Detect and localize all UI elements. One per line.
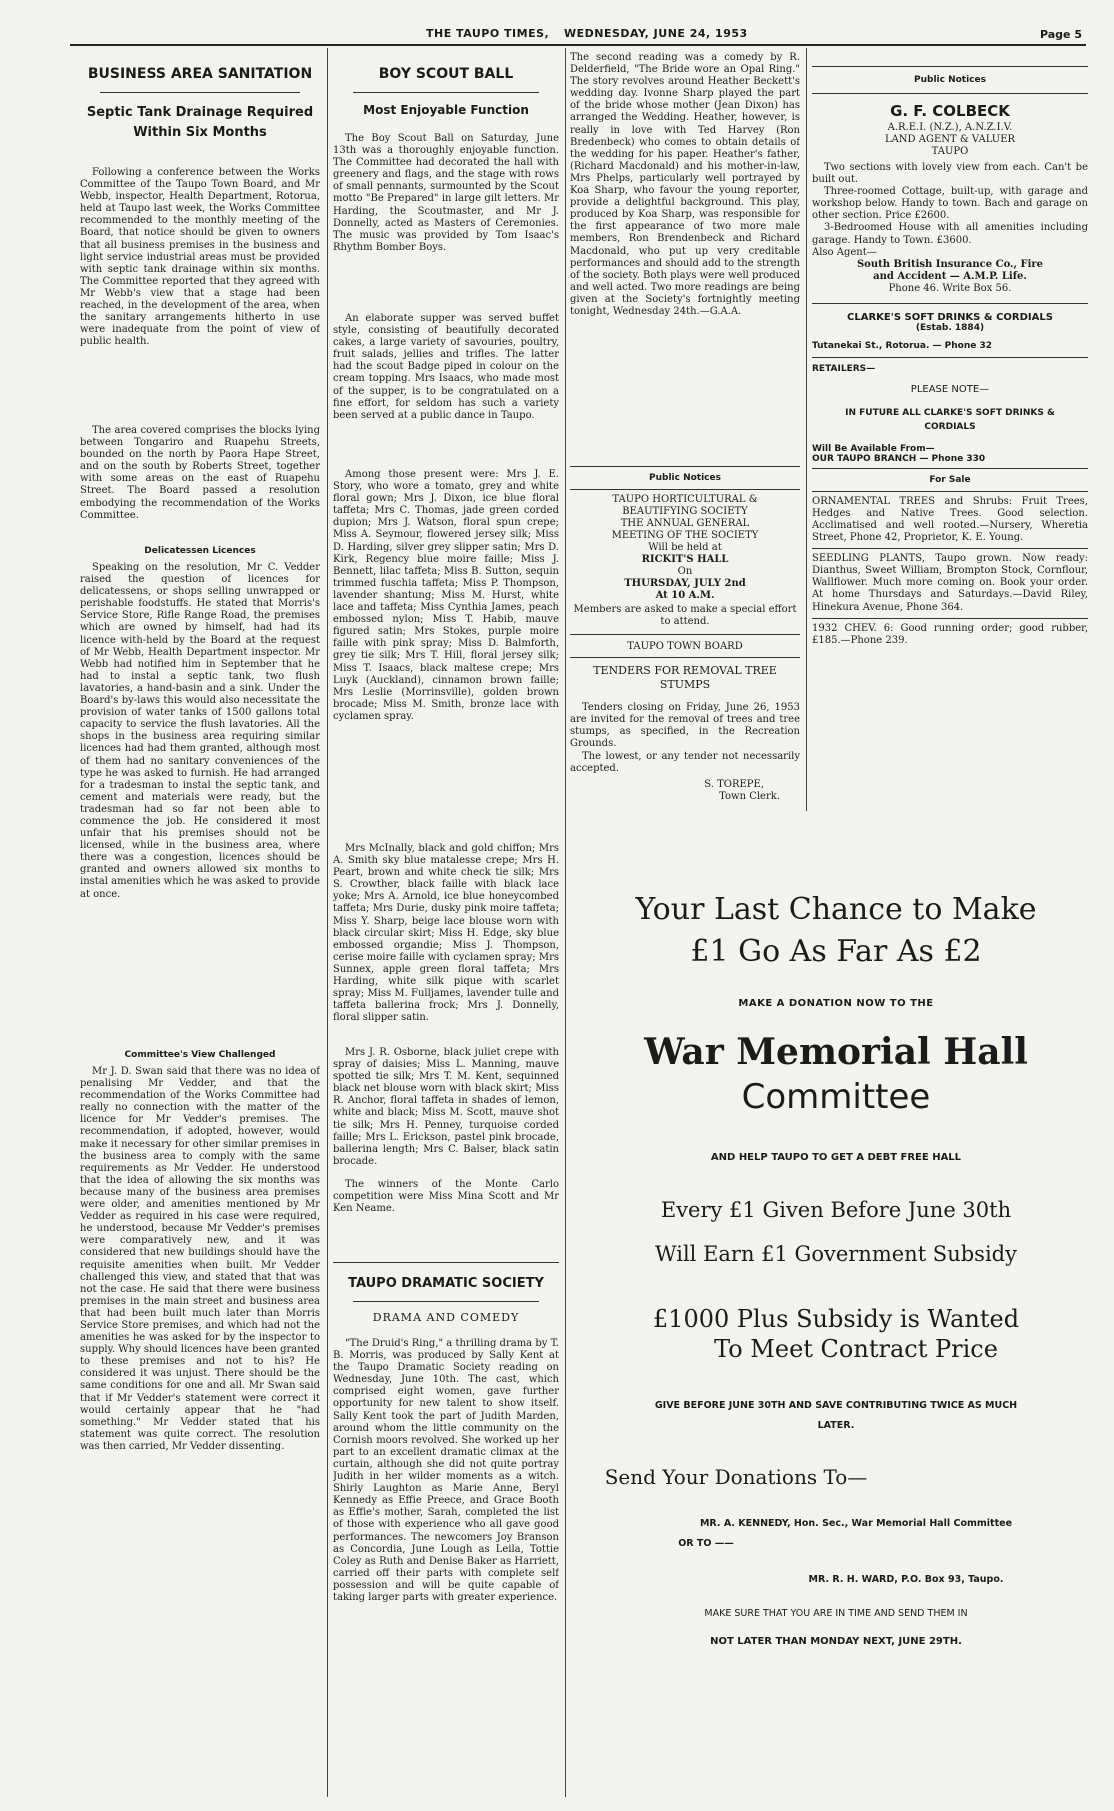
divider bbox=[353, 92, 539, 93]
public-notices-middle bbox=[570, 466, 800, 896]
delicatessen-subhead: Delicatessen Licences bbox=[144, 546, 256, 556]
colbeck-listing: Three-roomed Cottage, built-up, with garage and workshop below. Handy to town. Bach and garage on other section. Price £2600. bbox=[812, 186, 1088, 222]
scout-paragraph: Mrs J. R. Osborne, black juliet crepe with spray of daisies; Miss L. Manning, mauve spotted tie silk; Mrs T. M. Kent, sequinned black net blouse worn with black skirt; Miss R. Anchor, floral taffeta in shades of lemon, white and black; Miss M. Scott, mauve shot tie silk; Mrs H. Penney, turquoise corded faille; Mrs L. Erickson, pastel pink brocade, ballerina length; Mrs C. Balser, black satin brocade. bbox=[333, 1047, 559, 1167]
column-rule bbox=[806, 48, 807, 811]
column-rule bbox=[565, 48, 566, 1797]
for-sale-item: 1932 CHEV. 6: Good running order; good rubber, £185.—Phone 239. bbox=[812, 622, 1088, 646]
masthead-rule bbox=[70, 44, 1086, 46]
clarke-available: Will Be Available From— bbox=[812, 443, 935, 454]
divider bbox=[100, 92, 300, 93]
scout-ball-article bbox=[333, 52, 559, 1262]
ad-war-memorial: War Memorial Hall bbox=[644, 1031, 1028, 1073]
colbeck-town: TAUPO bbox=[931, 146, 969, 157]
divider bbox=[333, 1262, 559, 1263]
notice-line: At 10 A.M. bbox=[655, 590, 715, 601]
horticultural-notice bbox=[570, 494, 800, 628]
divider bbox=[812, 66, 1088, 67]
divider bbox=[570, 634, 800, 635]
dramatic-paragraph: "The Druid's Ring," a thrilling drama by T. B. Morris, was produced by Sally Kent at the Taupo Dramatic Society reading on Wednesday, June 10th. The cast, which comprised eight women, gave further opportunity for new talent to show itself. Sally Kent took the part of Judith Marden, around whom the little community on the Cornish moors revolved. She worked up her part to an excellent dramatic climax at the curtain, although she did not quite portray Judith in her wilder moments as a witch. Shirly Laughton as Marie Anne, Beryl Kennedy as Effie Preece, and Grace Booth as Effie's mother, Sarah, completed the list of those with experience who all gave good performances. The newcomers Joy Branson as Concordia, June Lough as Leila, Tottie Coley as Ruth and Denise Baker as Harriett, carried off their parts with complete self possession and will be quite capable of taking larger parts with greater experience. bbox=[333, 1338, 559, 1603]
sanitation-paragraph: Following a conference between the Works Committee of the Taupo Town Board, and Mr Webb, inspector, Health Department, Rotorua, held at Taupo last week, the Works Committee recommended to the monthly meeting of the Board, that notice should be given to owners that all business premises in the business and light service industrial areas must be provided with septic tank drainage within six months. The Committee reported that they agreed with Mr Webb's view that a stage had been reached, in the development of the area, when the sanitary arrangements hitherto in use were inadequate from the point of view of public health. bbox=[80, 167, 320, 348]
sanitation-paragraph: Speaking on the resolution, Mr C. Vedder raised the question of licences for delicatessens, or shops selling unwrapped or perishable foodstuffs. He stated that Morris's Service Store, Rifle Range Road, the premises which are owned by himself, had had its licence with-held by the Board at the request of Mr Webb, Health Department inspector. Mr Webb had notified him in September that he had to instal a septic tank, two flush lavatories, a hand-basin and a sink. Under the Board's by-laws this would also necessitate the provision of water tanks of 1500 gallons total capacity to service the flush lavatories. All the shops in the business area requiring similar licences had had them granted, although most of them had no sanitary conveniences of the type he was asked to furnish. He had arranged for a tradesman to instal the septic tank, and cement and materials were ready, but the tradesman had so far not been able to commence the job. He considered it most unfair that his premises should not be licensed, while in the business area, where there was a congestion, licences should be granted and owners allowed six months to instal amenities which he was asked to provide at once. bbox=[80, 562, 320, 900]
dramatic-subhead: DRAMA AND COMEDY bbox=[372, 1311, 520, 1324]
clarke-retailers: RETAILERS— bbox=[812, 363, 876, 374]
town-board-title: TAUPO TOWN BOARD bbox=[627, 641, 743, 653]
ad-earn: Will Earn £1 Government Subsidy bbox=[655, 1242, 1017, 1266]
notice-line: Will be held at bbox=[648, 542, 722, 553]
tender-title: TENDERS FOR REMOVAL TREE STUMPS bbox=[593, 664, 777, 692]
divider bbox=[570, 657, 800, 658]
column-rule bbox=[327, 48, 328, 1797]
sanitation-article bbox=[80, 52, 320, 1797]
divider bbox=[570, 489, 800, 490]
notice-line: RICKIT'S HALL bbox=[641, 554, 729, 565]
committee-subhead: Committee's View Challenged bbox=[124, 1050, 276, 1060]
ad-help: AND HELP TAUPO TO GET A DEBT FREE HALL bbox=[710, 1152, 962, 1163]
divider bbox=[812, 357, 1088, 358]
colbeck-ad bbox=[812, 102, 1088, 295]
ad-headline: £1 Go As Far As £2 bbox=[690, 934, 982, 969]
scout-headline: BOY SCOUT BALL bbox=[378, 66, 514, 82]
notices-heading: Public Notices bbox=[914, 75, 986, 85]
ad-donate: MAKE A DONATION NOW TO THE bbox=[738, 998, 934, 1009]
scout-paragraph: The Boy Scout Ball on Saturday, June 13th was a thoroughly enjoyable function. The Committee had decorated the hall with greenery and flags, and the stage with rows of small pennants, surmounted by the Scout motto "Be Prepared" in large gilt letters. Mr Harding, the Scoutmaster, and Mr J. Donnelly, acted as Masters of Ceremonies. The music was provided by Tom Isaac's Rhythm Bomber Boys. bbox=[333, 133, 559, 253]
dramatic-paragraph: The second reading was a comedy by R. Delderfield, "The Bride wore an Opal Ring." The story revolves around Heather Beckett's wedding day. Ivonne Sharp played the part of the bride whose mother (Jean Dixon) has arranged the Wedding. Heather, however, is really in love with Ted Harvey (Ron Bredenbeck) who comes to obtain details of the wedding for his paper. Heather's father, (Richard Macdonald) and his mother-in-law, Mrs Phelps, particularly well portrayed by Koa Sharp, who favour the young reporter, provide a delightful background. This play, produced by Koa Sharp, was responsible for the first appearance of two more male members, Ron Brendenbeck and Richard Macdonald, who put up very creditable performances and should add to the strength of the society. Both plays were well produced and well acted. Two more readings are being given at the Society's fortnightly meeting tonight, Wednesday 24th.—G.A.A. bbox=[570, 52, 800, 317]
ad-send: Send Your Donations To— bbox=[604, 1465, 868, 1489]
tender-text: Tenders closing on Friday, June 26, 1953 are invited for the removal of trees and tree stumps, as specified, in the Recreation Grounds. bbox=[570, 702, 800, 750]
page-number: Page 5 bbox=[1039, 28, 1082, 41]
divider bbox=[812, 548, 1088, 549]
divider bbox=[812, 491, 1088, 492]
ad-ward: MR. R. H. WARD, P.O. Box 93, Taupo. bbox=[808, 1574, 1004, 1585]
divider bbox=[812, 303, 1088, 304]
clarke-address: Tutanekai St., Rotorua. — Phone 32 bbox=[812, 340, 993, 351]
clarke-estab: (Estab. 1884) bbox=[915, 322, 985, 333]
colbeck-name: G. F. COLBECK bbox=[890, 102, 1010, 120]
dramatic-continued bbox=[570, 52, 800, 464]
dramatic-headline: TAUPO DRAMATIC SOCIETY bbox=[348, 1276, 544, 1291]
notices-heading: Public Notices bbox=[649, 473, 721, 483]
ad-plus: To Meet Contract Price bbox=[714, 1335, 998, 1363]
ad-kennedy: MR. A. KENNEDY, Hon. Sec., War Memorial Hall Committee bbox=[699, 1518, 1013, 1529]
notice-line: On bbox=[677, 566, 693, 577]
colbeck-phone: Phone 46. Write Box 56. bbox=[888, 282, 1012, 294]
for-sale-item: ORNAMENTAL TREES and Shrubs: Fruit Trees, Hedges and Native Trees. Good selection. Acclimatised and well rooted.—Nursery, Wheretia Street, Phone 42, Proprietor, K. E. Young. bbox=[812, 495, 1088, 544]
notice-text: Members are asked to make a special effort to attend. bbox=[573, 604, 797, 628]
scout-subhead: Most Enjoyable Function bbox=[363, 103, 529, 117]
notice-line: BEAUTIFYING SOCIETY bbox=[622, 506, 748, 517]
notice-line: TAUPO HORTICULTURAL & bbox=[612, 494, 758, 505]
scout-paragraph: The winners of the Monte Carlo competition were Miss Mina Scott and Mr Ken Neame. bbox=[333, 1179, 559, 1215]
ad-not-later: NOT LATER THAN MONDAY NEXT, JUNE 29TH. bbox=[710, 1636, 962, 1647]
town-clerk-name: S. TOREPE, bbox=[704, 778, 764, 790]
war-memorial-ad bbox=[586, 890, 1086, 1790]
clarke-branch: OUR TAUPO BRANCH — Phone 330 bbox=[812, 453, 986, 464]
clarke-ad bbox=[812, 312, 1088, 464]
ad-plus: £1000 Plus Subsidy is Wanted bbox=[652, 1305, 1020, 1333]
ad-committee: Committee bbox=[741, 1077, 931, 1117]
scout-paragraph: Mrs McInally, black and gold chiffon; Mrs A. Smith sky blue matalesse crepe; Mrs H. Peart, brown and white check tie silk; Mrs S. Crowther, black faille with black lace yoke; Mrs A. Arnold, ice blue honeycombed taffeta; Mrs Durie, dusky pink moire taffeta; Miss Y. Sharp, beige lace blouse worn with black circular skirt; Miss H. Edge, sky blue embossed organdie; Miss J. Thompson, cerise moire faille with cyclamen spray; Mrs Sunnex, apple green floral taffeta; Mrs Harding, white silk pique with scarlet spray; Miss M. Fulljames, lavender tulle and taffeta ballerina frock; Mrs J. Donnelly, floral slipper satin. bbox=[333, 843, 559, 1024]
sanitation-paragraph: Mr J. D. Swan said that there was no idea of penalising Mr Vedder, and that the recommendation of the Works Committee had really no connection with the matter of the licence for Mr Vedder's premises. The recommendation, if adopted, however, would make it necessary for other similar premises in the business area to comply with the same requirements as Mr Vedder. He understood that the idea of allowing the six months was because many of the business area premises were older, and amenities mentioned by Mr Vedder as required in his case were required, he understood, because Mr Vedder's premises were comparatively new, and it was considered that new buildings should have the requisite amenities when built. Mr Vedder challenged this view, and stated that that was not the case. He said that there were business premises in the main street and business area that had been built much later than Morris Service Store premises, and which had not the amenities he was asked for by the inspector to supply. Why should licences have been granted to these premises and not to his? He considered it was unjust. There should be the same conditions for one and all. Mr Swan said that if Mr Vedder's statement were correct it would certainly appear that he "had something." Mr Vedder stated that his statement was quite correct. The resolution was then carried, Mr Vedder dissenting. bbox=[80, 1066, 320, 1452]
clarke-title: CLARKE'S SOFT DRINKS & CORDIALS bbox=[847, 311, 1053, 323]
for-sale-heading: For Sale bbox=[929, 474, 971, 485]
ad-or-to: OR TO —— bbox=[678, 1538, 734, 1549]
paper-title: THE TAUPO TIMES, bbox=[426, 27, 550, 40]
sanitation-paragraph: The area covered comprises the blocks lying between Tongariro and Ruapehu Streets, bounded on the north by Paora Hape Street, and on the south by Roberts Street, together with some areas on the east of Ruapehu Street. The Board passed a resolution embodying the recommendation of the Works Committee. bbox=[80, 425, 320, 521]
for-sale-item: SEEDLING PLANTS, Taupo grown. Now ready: Dianthus, Sweet William, Brompton Stock, Cornflour, Wallflower. Much more coming on. Book your order. At home Thursdays and Saturdays.—David Riley, Hinekura Avenue, Phone 364. bbox=[812, 553, 1088, 613]
issue-date: WEDNESDAY, JUNE 24, 1953 bbox=[564, 27, 748, 40]
tender-text: The lowest, or any tender not necessarily accepted. bbox=[570, 750, 800, 774]
ad-give: GIVE BEFORE JUNE 30TH AND SAVE CONTRIBUTING TWICE AS MUCH LATER. bbox=[654, 1400, 1018, 1431]
notice-line: MEETING OF THE SOCIETY bbox=[611, 530, 759, 541]
clarke-future: IN FUTURE ALL CLARKE'S SOFT DRINKS & CORDIALS bbox=[845, 407, 1055, 432]
divider bbox=[812, 93, 1088, 94]
public-notices-right bbox=[812, 52, 1088, 852]
masthead bbox=[70, 22, 1086, 42]
colbeck-listing: Two sections with lovely view from each. Can't be built out. bbox=[812, 162, 1088, 186]
ad-sure: MAKE SURE THAT YOU ARE IN TIME AND SEND THEM IN bbox=[704, 1608, 968, 1619]
ad-headline: Your Last Chance to Make bbox=[635, 892, 1037, 927]
ad-every: Every £1 Given Before June 30th bbox=[660, 1198, 1012, 1222]
dramatic-article bbox=[333, 1268, 559, 1796]
notice-line: THURSDAY, JULY 2nd bbox=[624, 578, 746, 589]
colbeck-quals: A.R.E.I. (N.Z.), A.N.Z.I.V. bbox=[887, 122, 1013, 133]
colbeck-role: LAND AGENT & VALUER bbox=[884, 134, 1016, 145]
divider bbox=[812, 618, 1088, 619]
divider bbox=[812, 468, 1088, 469]
notice-line: THE ANNUAL GENERAL bbox=[620, 518, 750, 529]
sanitation-subhead: Septic Tank Drainage Required Within Six Months bbox=[86, 105, 314, 140]
colbeck-insurance: and Accident — A.M.P. Life. bbox=[873, 270, 1027, 282]
scout-paragraph: An elaborate supper was served buffet style, consisting of beautifully decorated cakes, a large variety of savouries, poultry, fruit salads, jellies and trifles. The latter had the scout Badge piped in colour on the cream topping. Mrs Isaacs, who made most of the supper, is to be congratulated on a fine effort, for seldom has such a variety been served at a public dance in Taupo. bbox=[333, 313, 559, 421]
clarke-please: PLEASE NOTE— bbox=[910, 383, 990, 395]
scout-paragraph: Among those present were: Mrs J. E. Story, who wore a tomato, grey and white floral gown; Mrs J. Dixon, ice blue floral taffeta; Mrs C. Thomas, jade green corded dupion; Mrs J. Watson, floral spun crepe; Miss A. Seymour, flowered jersey silk; Miss D. Harding, silver grey slipper satin; Mrs D. Kirk, Regency blue moire faille; Miss J. Bennett, lilac taffeta; Miss B. Sutton, sequin trimmed fuschia taffeta; Miss P. Thompson, lavender shantung; Miss M. Hurst, white lace and taffeta; Miss Cynthia James, peach embossed nylon; Miss T. Habib, mauve figured satin; Mrs Stokes, purple moire faille with pink spray; Miss D. Balmforth, grey tie silk; Mrs T. Hill, floral jersey silk; Miss T. Isaacs, black maltese crepe; Mrs Luyk (Auckland), cinnamon brown faille; Mrs Leslie (Morrinsville), golden brown brocade; Miss M. Smith, bronze lace with cyclamen spray. bbox=[333, 469, 559, 722]
colbeck-agent: Also Agent— bbox=[812, 246, 877, 258]
town-clerk-title: Town Clerk. bbox=[719, 790, 780, 802]
sanitation-headline: BUSINESS AREA SANITATION bbox=[87, 66, 313, 82]
colbeck-listing: 3-Bedroomed House with all amenities including garage. Handy to Town. £3600. bbox=[812, 222, 1088, 246]
divider bbox=[353, 1301, 539, 1302]
colbeck-insurance: South British Insurance Co., Fire bbox=[856, 258, 1044, 270]
